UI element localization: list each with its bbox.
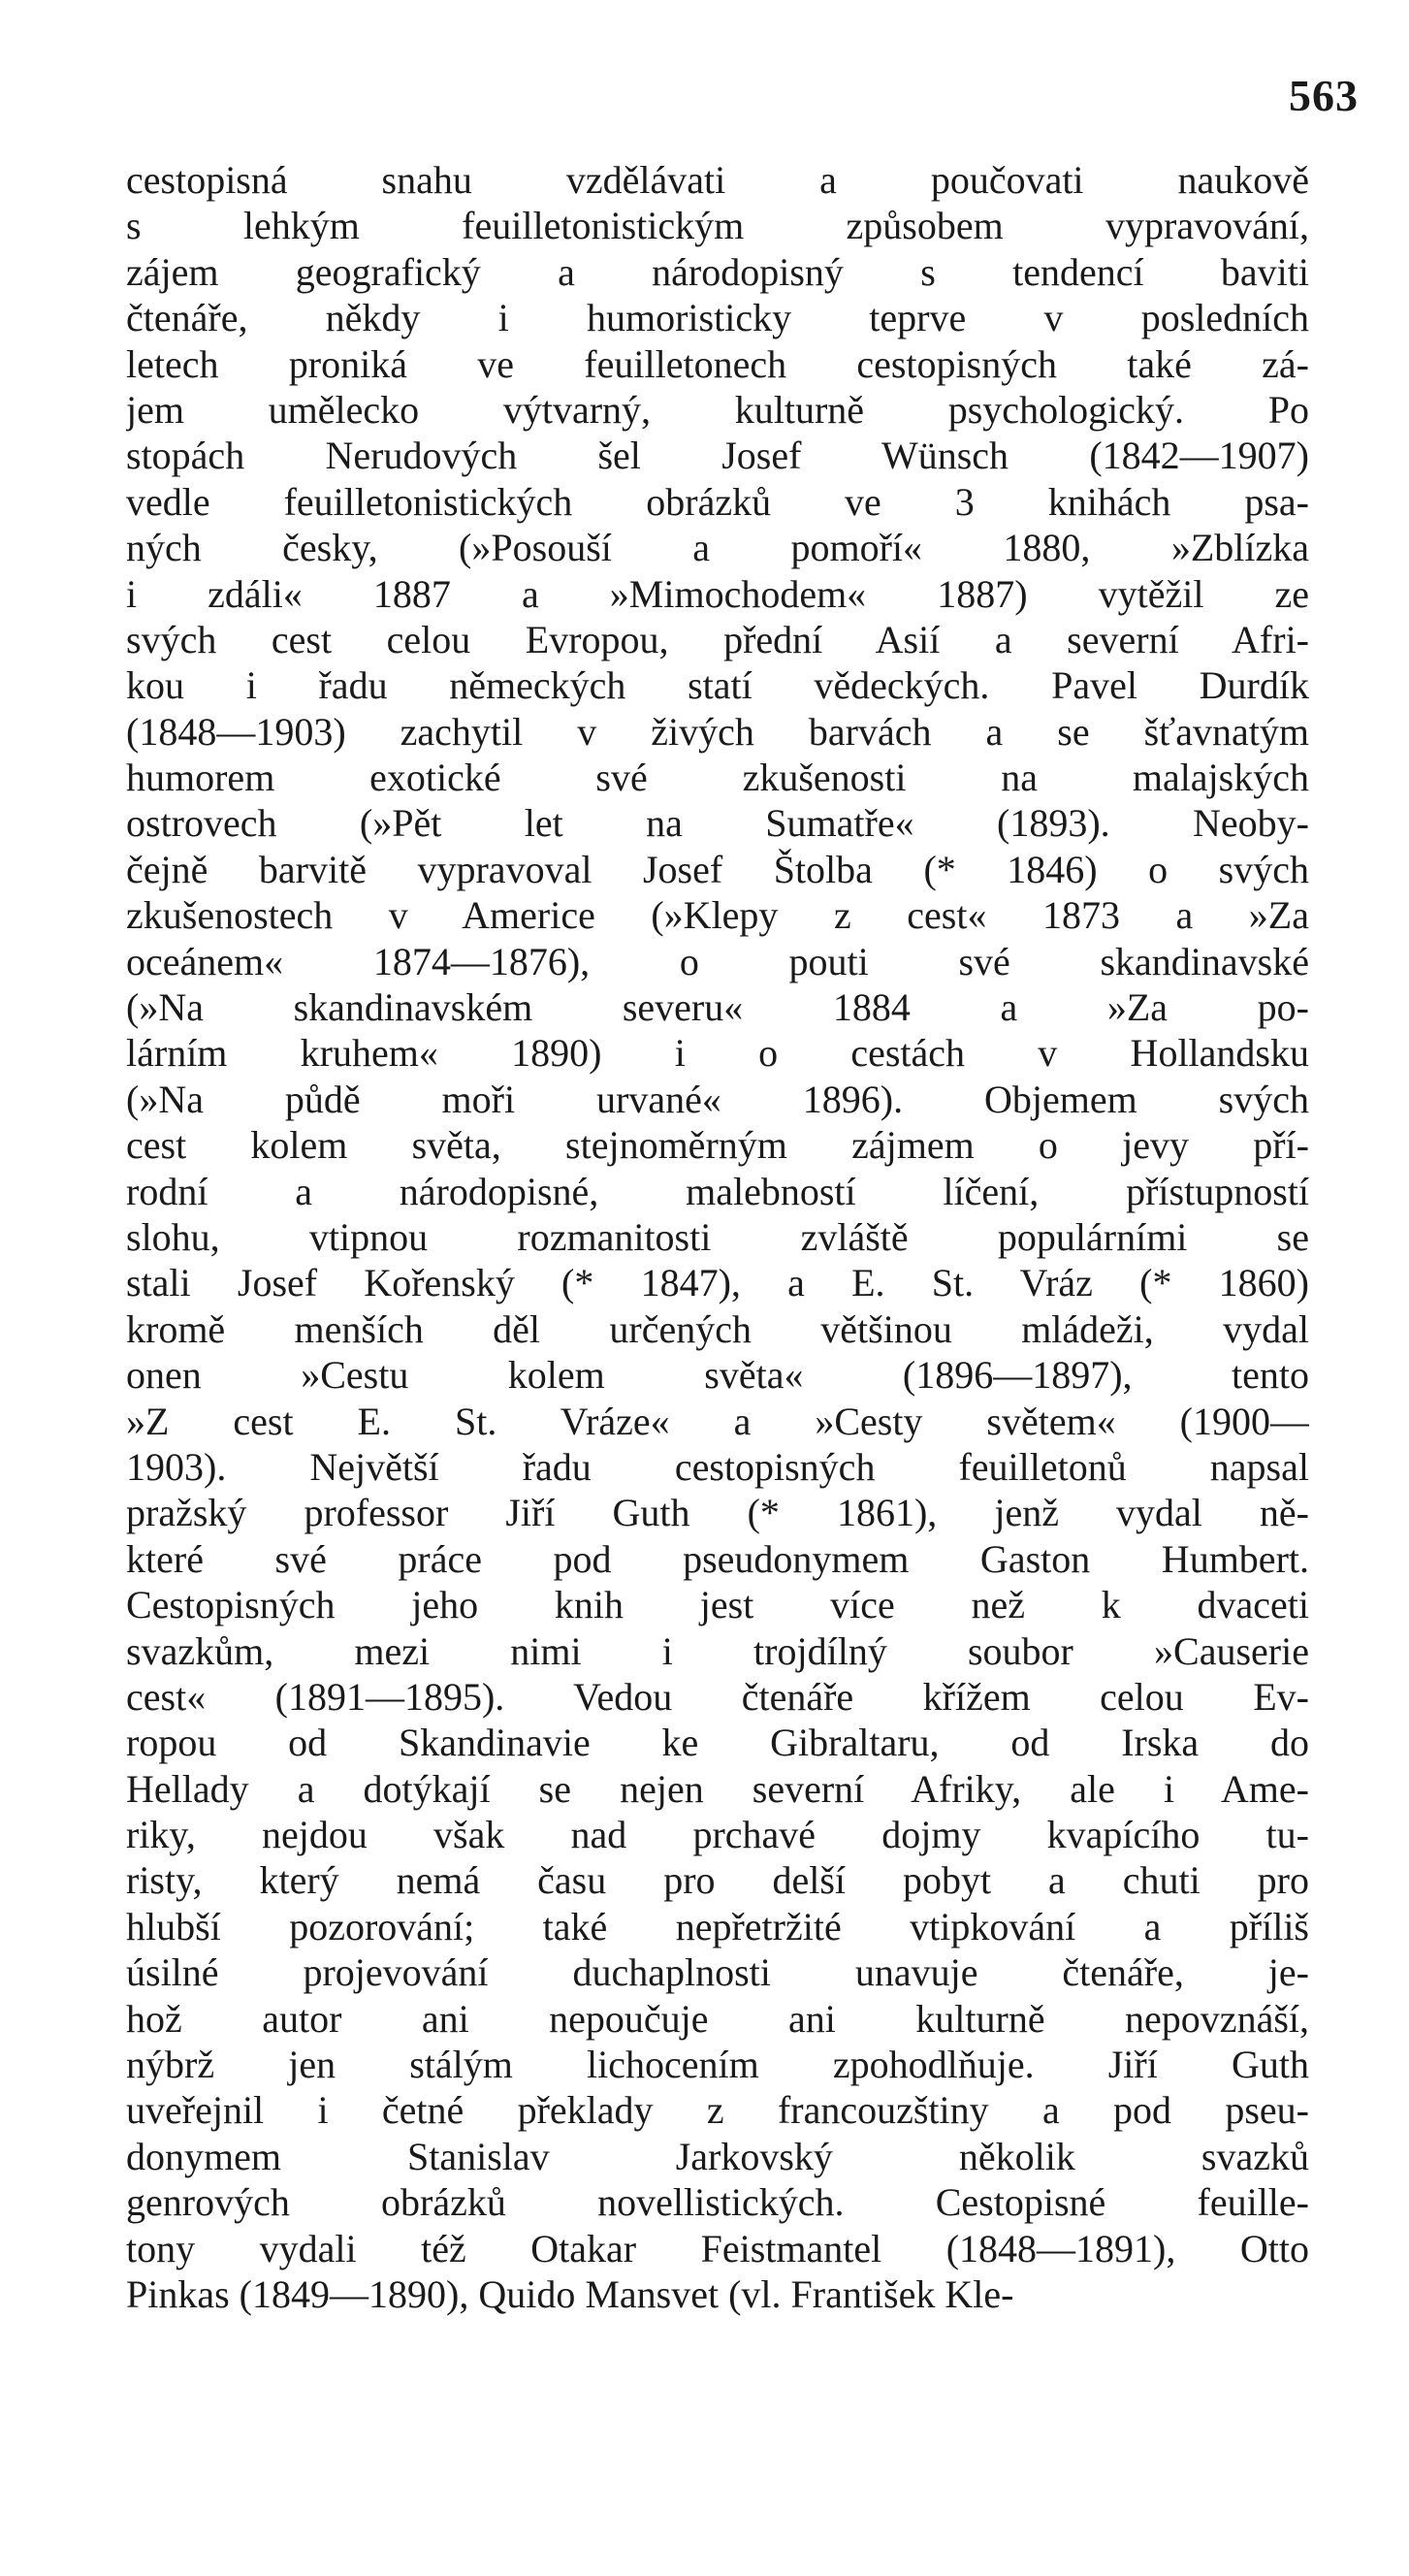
text-line: pražský professor Jiří Guth (* 1861), jenž vydal ně- bbox=[126, 1491, 1309, 1535]
text-line: (»Na skandinavském severu« 1884 a »Za po- bbox=[126, 985, 1309, 1030]
text-line: úsilné projevování duchaplnosti unavuje čtenáře, je- bbox=[126, 1950, 1309, 1995]
page-number: 563 bbox=[1289, 71, 1359, 120]
text-line: kou i řadu německých statí vědeckých. Pavel Durdík bbox=[126, 663, 1309, 708]
text-line: slohu, vtipnou rozmanitosti zvláště populárními se bbox=[126, 1214, 1309, 1259]
text-line: uveřejnil i četné překlady z francouzštiny a pod pseu- bbox=[126, 2088, 1309, 2133]
text-line: (1848—1903) zachytil v živých barvách a se šťavnatým bbox=[126, 709, 1309, 754]
text-line: onen »Cestu kolem světa« (1896—1897), tento bbox=[126, 1353, 1309, 1398]
text-line: Pinkas (1849—1890), Quido Mansvet (vl. František Kle- bbox=[126, 2271, 1014, 2316]
text-line: jem umělecko výtvarný, kulturně psychologický. Po bbox=[126, 387, 1309, 432]
text-line: vedle feuilletonistických obrázků ve 3 knihách psa- bbox=[126, 479, 1309, 524]
text-line: hlubší pozorování; také nepřetržité vtipkování a příliš bbox=[126, 1904, 1309, 1948]
text-line: nýbrž jen stálým lichocením zpohodlňuje. Jiří Guth bbox=[126, 2043, 1309, 2087]
text-line: risty, který nemá času pro delší pobyt a chuti pro bbox=[126, 1858, 1309, 1903]
text-line: riky, nejdou však nad prchavé dojmy kvapícího tu- bbox=[126, 1813, 1309, 1857]
text-line: (»Na půdě moři urvané« 1896). Objemem svých bbox=[126, 1077, 1309, 1121]
text-line: zkušenostech v Americe (»Klepy z cest« 1873 a »Za bbox=[126, 893, 1309, 938]
text-line: ostrovech (»Pět let na Sumatře« (1893). Neoby- bbox=[126, 801, 1309, 846]
text-line: rodní a národopisné, malebností líčení, přístupností bbox=[126, 1169, 1309, 1213]
text-line: čtenáře, někdy i humoristicky teprve v posledních bbox=[126, 296, 1309, 340]
text-line: stali Josef Kořenský (* 1847), a E. St. Vráz (* 1860) bbox=[126, 1261, 1309, 1305]
text-line: 1903). Největší řadu cestopisných feuilletonů napsal bbox=[126, 1444, 1309, 1489]
text-line: svých cest celou Evropou, přední Asií a severní Afri- bbox=[126, 617, 1309, 661]
text-line: zájem geografický a národopisný s tendencí baviti bbox=[126, 249, 1309, 294]
text-line: stopách Nerudových šel Josef Wünsch (1842—1907) bbox=[126, 434, 1309, 478]
text-line: lárním kruhem« 1890) i o cestách v Hollandsku bbox=[126, 1031, 1309, 1076]
text-line: hož autor ani nepoučuje ani kulturně nepovznáší, bbox=[126, 1996, 1309, 2041]
text-line: donymem Stanislav Jarkovský několik svazků bbox=[126, 2134, 1309, 2178]
text-line: tony vydali též Otakar Feistmantel (1848—1891), Otto bbox=[126, 2226, 1309, 2270]
text-line: Cestopisných jeho knih jest více než k dvaceti bbox=[126, 1583, 1309, 1627]
text-line: cest kolem světa, stejnoměrným zájmem o jevy pří- bbox=[126, 1123, 1309, 1168]
text-line: Hellady a dotýkají se nejen severní Afriky, ale i Ame- bbox=[126, 1766, 1309, 1811]
text-line: i zdáli« 1887 a »Mimochodem« 1887) vytěžil ze bbox=[126, 571, 1309, 616]
text-line: cestopisná snahu vzdělávati a poučovati naukově bbox=[126, 158, 1309, 202]
text-line: které své práce pod pseudonymem Gaston Humbert. bbox=[126, 1536, 1309, 1581]
text-line: s lehkým feuilletonistickým způsobem vypravování, bbox=[126, 204, 1309, 248]
text-line: cest« (1891—1895). Vedou čtenáře křížem celou Ev- bbox=[126, 1674, 1309, 1719]
body-text bbox=[126, 157, 1309, 2317]
text-line: ropou od Skandinavie ke Gibraltaru, od Irska do bbox=[126, 1721, 1309, 1765]
text-line: humorem exotické své zkušenosti na malajských bbox=[126, 756, 1309, 800]
text-line: oceánem« 1874—1876), o pouti své skandinavské bbox=[126, 939, 1309, 983]
text-line: čejně barvitě vypravoval Josef Štolba (* 1846) o svých bbox=[126, 847, 1309, 891]
text-line: genrových obrázků novellistických. Cestopisné feuille- bbox=[126, 2180, 1309, 2225]
text-line: svazkům, mezi nimi i trojdílný soubor »Causerie bbox=[126, 1628, 1309, 1673]
text-line: letech proniká ve feuilletonech cestopisných také zá- bbox=[126, 341, 1309, 386]
text-line: ných česky, (»Posouší a pomoří« 1880, »Zblízka bbox=[126, 526, 1309, 570]
text-line: kromě menších děl určených většinou mládeži, vydal bbox=[126, 1306, 1309, 1351]
text-line: »Z cest E. St. Vráze« a »Cesty světem« (1900— bbox=[126, 1399, 1309, 1443]
